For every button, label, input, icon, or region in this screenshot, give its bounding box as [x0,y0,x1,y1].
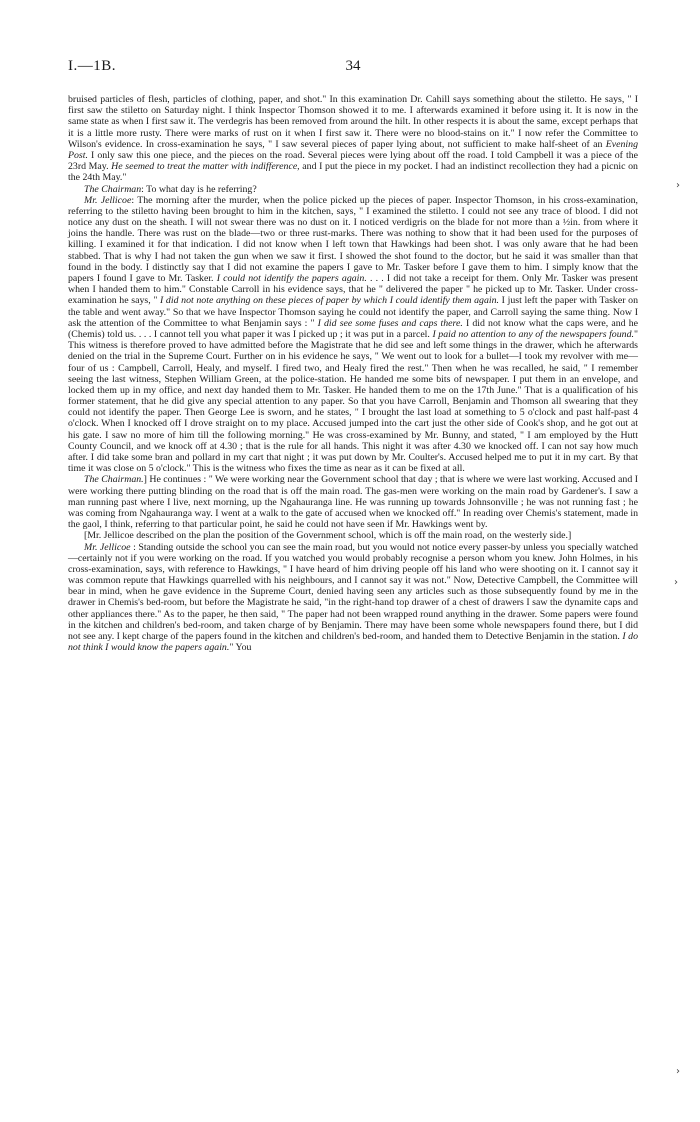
italic-text: Evening Post. [68,138,638,161]
text-run: " This witness is therefore proved to have admitted before the Magistrate that he did see and left some things in the drawer, which he afterwards denied on the trial in the Supreme Court. Further on in his evidence he says, " We went out to look for a bullet—I took my revolver with me—four of us : Campbell, Carroll, Healy, and myself. I fired two, and Healy fired the rest." Then when he was recalled, he said, " I remember seeing the last witness, Stephen William Green, at the police-station. He handed me some bits of newspaper. I put them in an envelope, and locked them up in my office, and next day handed them to Mr. Tasker. He handed them to me on the 17th June." That is a qualification of his former statement, that he did give any special attention to any paper. So that you have Carroll, Benjamin and Thomson all swearing that they could not identify the paper. Then George Lee is sworn, and he states, " I brought the last load at something to 5 o'clock and past half-past 4 o'clock. When I knocked off I drove straight on to my place. Accused jumped into the cart just the other side of Cook's shop, and he got out at his gate. I saw no more of him till the following morning." He was cross-examined by Mr. Bunny, and stated, " I am employed by the Hutt County Council, and we knock off at 4.30 ; that is the rule for all hands. This night it was after 4.30 we knocked off. I can not say how much after. I did take some bran and pollard in my cart that night ; it was put down by Mr. Coulter's. Accused helped me to put it in my cart. By that time it was close on 5 o'clock." This is the witness who fixes the time as near as it can be fixed at all. [68,328,638,475]
margin-mark: › [674,577,678,588]
page-header [68,58,638,78]
text-run: bruised particles of flesh, particles of clothing, paper, and shot." In this examination Dr. Cahill says something about the stiletto. He says, " I first saw the stiletto on Saturday night. I think Inspector Thomson showed it to me. I afterwards examined it before using it. It is now in the same state as when I first saw it. The verdegris has been removed from around the hilt. In other respects it is about the same, except perhaps that it is a little more rusty. There were marks of rust on it when I first saw it. There were no blood-stains on it." I now refer the Committee to Wilson's evidence. In cross-examination he says, " I saw several pieces of paper lying about, not sufficient to make half-sheet of an [68,94,638,150]
text-run: : Standing outside the school you can see the main road, but you would not notice every passer-by unless you specially watched—certainly not if you were working on the road. If you watched you would probably recognise a person whom you knew. John Holmes, in his cross-examination, says, with reference to Hawkings, " I have heard of him driving people off his land who were shooting on it. I cannot say it was common repute that Hawkings quarrelled with his neighbours, and I cannot say it was not." Now, Detective Campbell, the Committee will bear in mind, when he gave evidence in the Supreme Court, denied having seen any articles such as those subsequently found by me in the drawer in Chemis's bed-room, but before the Magistrate he said, "in the right-hand top drawer of a chest of drawers I saw the dynamite caps and other appliances there." As to the paper, he then said, " The paper had not been wrapped round anything in the drawer. Some papers were found in the kitchen and children's bed-room, and taken charge of by Benjamin. There may have been some whole newspapers found there, but I did not see any. I kept charge of the papers found in the kitchen and children's bed-room, and handed them to Detective Benjamin in the station. [68,541,638,642]
italic-text: Mr. Jellicoe [84,541,131,553]
italic-text: I could not identify the papers again. [216,273,367,284]
italic-text: The Chairman [84,183,142,195]
italic-text: The Chairman. [84,474,144,486]
text-run: I just left the paper with Tasker on the table and went away." So that we have Inspector Thomson saying he could not identify the paper, and Carroll saying the same thing. Now I ask the attention of the Committee to what Benjamin says : " [68,295,638,329]
para-02-chairman [68,184,638,195]
italic-text: I did not note anything on these pieces of paper by which I could identify them again. [159,295,500,307]
margin-mark: › [676,180,680,191]
text-run: and I put the piece in my pocket. I had an indistinct recollection they had a picnic on the 24th May." [68,161,638,184]
para-03-jellicoe [68,195,638,475]
italic-text: I paid no attention to any of the newspapers found. [432,328,634,340]
para-04-chairman [68,474,638,530]
para-05-note [68,530,638,541]
para-06-jellicoe [68,542,638,654]
italic-text: He seemed to treat the matter with indifference, [111,161,300,173]
page-number: 34 [345,58,361,74]
italic-text: I do not think I would know the papers again. [68,631,638,654]
text-run: : The morning after the murder, when the police picked up the pieces of paper. Inspector Thomson, in his cross-examination, referring to the stiletto having been brought to him in the kitchen, says, " I examined the stiletto. I could not see any trace of blood. I did not notice any dust on the sheath. I will not swear there was no dust on it. I noticed verdigris on the blade for not more than a ½in. from where it joins the handle. There was rust on the blade—two or three rust-marks. There was nothing to show that it had been used for the purposes of killing. I examined it for that indication. I did not know when I left town that Hawkings had been shot. I was only aware that he had been stabbed. That is why I had not taken the gun when we saw it first. I showed the shot found to the doctor, but he said it was smaller than that found in the body. I distinctly say that I did not examine the papers I gave to Mr. Tasker before I gave them to him. I simply know that the papers I found I gave to Mr. Tasker. [68,194,638,284]
text-run: I only saw this one piece, and the pieces on the road. Several pieces were lying about off the road. I told Campbell it was a piece of the 23rd May. [68,149,638,173]
margin-mark: › [676,1066,680,1077]
document-reference: I.—1B. [68,58,116,74]
text-run: " You [229,642,252,654]
text-run: ] He continues : " We were working near the Government school that day ; that is where we were last working. Accused and I were working there putting blinding on the road that is off the main road. The gas-men were working on the main road by Gardener's. I saw a man running past where I live, next morning, up the Ngahauranga line. He was running up towards Johnsonville ; he was not running fast ; he was coming from Ngahauranga way. I went at a walk to the gate of accused when we knocked off." In reading over Chemis's statement, made in the gaol, I think, referring to that particular point, he said he could not have seen if Mr. Hawkings went by. [68,474,638,531]
italic-text: Mr. Jellicoe [84,194,132,206]
text-run: I did not know what the caps were, and he (Chemis) told us. . . . I cannot tell you what paper it was I picked up ; it was put in a parcel. [68,317,638,340]
italic-text: I did see some fuses and caps there. [317,317,463,329]
body-text [68,94,638,653]
text-run: : To what day is he referring? [141,183,257,195]
para-01-continuation [68,94,638,184]
text-run: [Mr. Jellicoe described on the plan the position of the Government school, which is off the main road, on the westerly side.] [84,530,572,542]
text-run: . . . I did not take a receipt for them. Only Mr. Tasker was present when I handed them to him." Constable Carroll in his evidence says, that he " delivered the paper " he picked up to Mr. Tasker. Under cross-examination he says, " [68,273,638,307]
